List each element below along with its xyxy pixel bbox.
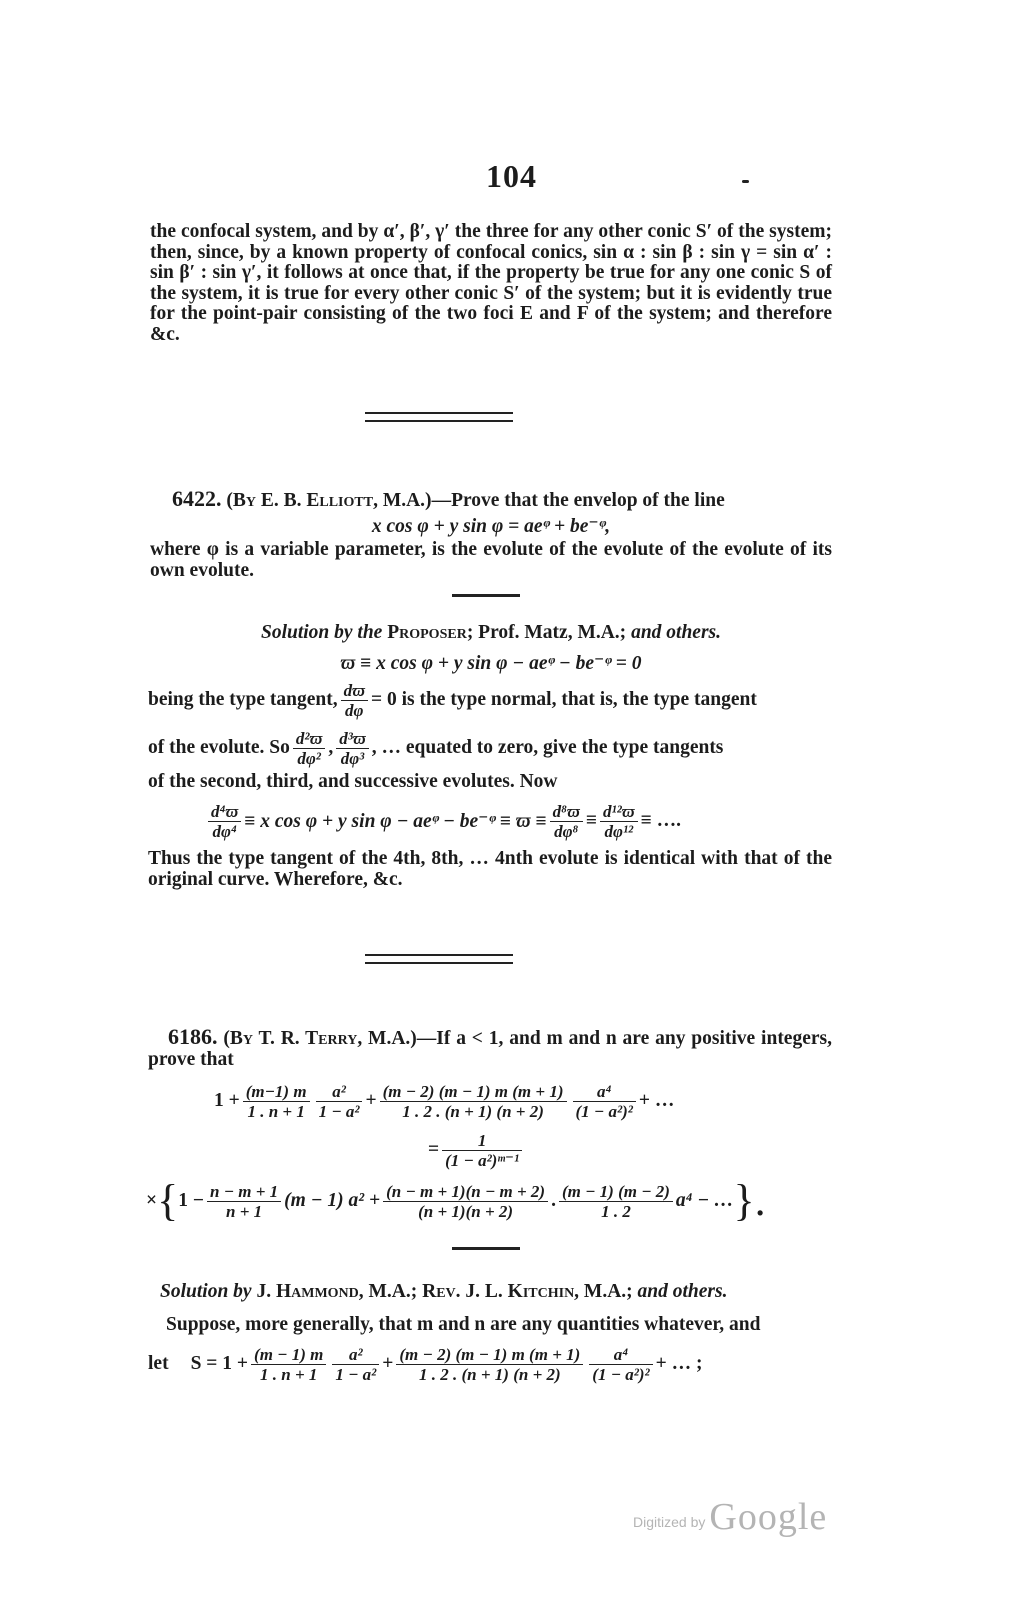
short-divider	[452, 594, 520, 597]
intro-paragraph: the confocal system, and by α′, β′, γ′ the three for any other conic S′ of the system; then, since, by a known property of confocal conics, sin α : sin β : sin γ = sin α′ : sin β′ : sin γ′, it follows at once that, if the property be true for any one conic S of the system, it is true for every other conic S′ of the system; but it is evidently true for the point-pair consisting of the two foci E and F of the system; and therefore &c.	[150, 221, 832, 345]
short-divider	[452, 1247, 520, 1250]
digitized-by-google-watermark: Digitized by Google	[633, 1496, 828, 1538]
question-equation: x cos φ + y sin φ = aeᵠ + be⁻ᵠ,	[371, 516, 611, 537]
equation-derivatives: $\frac{\text{d⁴ϖ}}{\text{dφ⁴}}$ ≡ x cos φ + y sin φ − aeᵠ − be⁻ᵠ ≡ ϖ ≡ $\frac{\text{d⁸ϖ}}{\text{dφ⁸}}$ ≡ $\frac{\text{d¹²ϖ}}{\text{dφ¹²}}$ ≡ ….	[205, 796, 681, 846]
section-divider	[365, 412, 513, 422]
definition-of-S: let S = 1 + $\frac{(m - 1) m}{1 . n + 1}$ $\frac{\text{a²}}{\text{1 − a²}}$ + $\frac{(m - 2) (m - 1) m (m + 1)}{1 . 2 . (n + 1) (n + 2)}$ $\frac{\text{a⁴}}{\text{(1 − a²)²}}$ + … ;	[148, 1344, 703, 1384]
conclusion-paragraph: Thus the type tangent of the 4th, 8th, … 4nth evolute is identical with that of the original curve. Wherefore, &c.	[148, 848, 832, 890]
ink-speck	[742, 180, 749, 183]
question-author: (By T. R. Terry, M.A.)	[223, 1028, 417, 1049]
question-6186-heading	[148, 1024, 832, 1070]
question-statement: —Prove that the envelop of the line	[431, 490, 725, 511]
solution-line-4: of the second, third, and successive evolutes. Now	[148, 771, 558, 792]
question-statement: —If a < 1, and m and n are any positive integers, prove that	[148, 1028, 832, 1070]
third-derivative-fraction: $\frac{\text{d³ϖ}}{\text{dφ³}}$	[336, 729, 368, 768]
page-number: 104	[486, 158, 537, 194]
solution-heading: Solution by J. Hammond, M.A.; Rev. J. L. Kitchin, M.A.; and others.	[160, 1281, 728, 1302]
solution-line-2: being the type tangent, $\frac{dϖ}{d\varphi}$ = 0 is the type normal, that is, the type tangent	[148, 680, 757, 720]
second-derivative-fraction: $\frac{\text{d²ϖ}}{\text{dφ²}}$	[293, 729, 325, 768]
question-6422-heading	[172, 486, 725, 512]
series-equation: 1 + $\frac{(m-1) m}{1 . n + 1}$ $\frac{\text{a²}}{\text{1 − a²}}$ + $\frac{(m - 2) (m - 1) m (m + 1)}{1 . 2 . (n + 1) (n + 2)}$ $\frac{\text{a⁴}}{\text{(1 − a²)²}}$ + …	[214, 1081, 675, 1121]
equation-varpi: ϖ ≡ x cos φ + y sin φ − aeᵠ − be⁻ᵠ = 0	[340, 653, 642, 674]
question-author: (By E. B. Elliott, M.A.)	[226, 490, 432, 511]
question-number: 6422.	[172, 486, 222, 511]
suppose-line: Suppose, more generally, that m and n are any quantities whatever, and	[166, 1314, 761, 1335]
question-number: 6186.	[168, 1024, 218, 1049]
bracket-expansion: × { 1 − $\frac{n - m + 1}{n + 1}$ (m − 1) a² + $\frac{(n - m + 1)(n - m + 2)}{(n + 1)(n + 2)}$ . $\frac{(m - 1) (m - 2)}{1 . 2}$ a⁴ − … }.	[146, 1176, 766, 1225]
question-text: where φ is a variable parameter, is the evolute of the evolute of the evolute of its own evolute.	[150, 539, 832, 581]
solution-heading: Solution by the Proposer; Prof. Matz, M.A.; and others.	[260, 622, 722, 643]
section-divider	[365, 954, 513, 964]
rhs-equation: = $\frac{1}{\text{(1 − a²)ᵐ⁻¹}}$	[428, 1126, 525, 1174]
solution-line-3: of the evolute. So $\frac{\text{d²ϖ}}{\text{dφ²}}$ , $\frac{\text{d³ϖ}}{\text{dφ³}}$ , … equated to zero, give the type tangents	[148, 728, 724, 768]
derivative-fraction: $\frac{dϖ}{d\varphi}$	[341, 681, 368, 720]
